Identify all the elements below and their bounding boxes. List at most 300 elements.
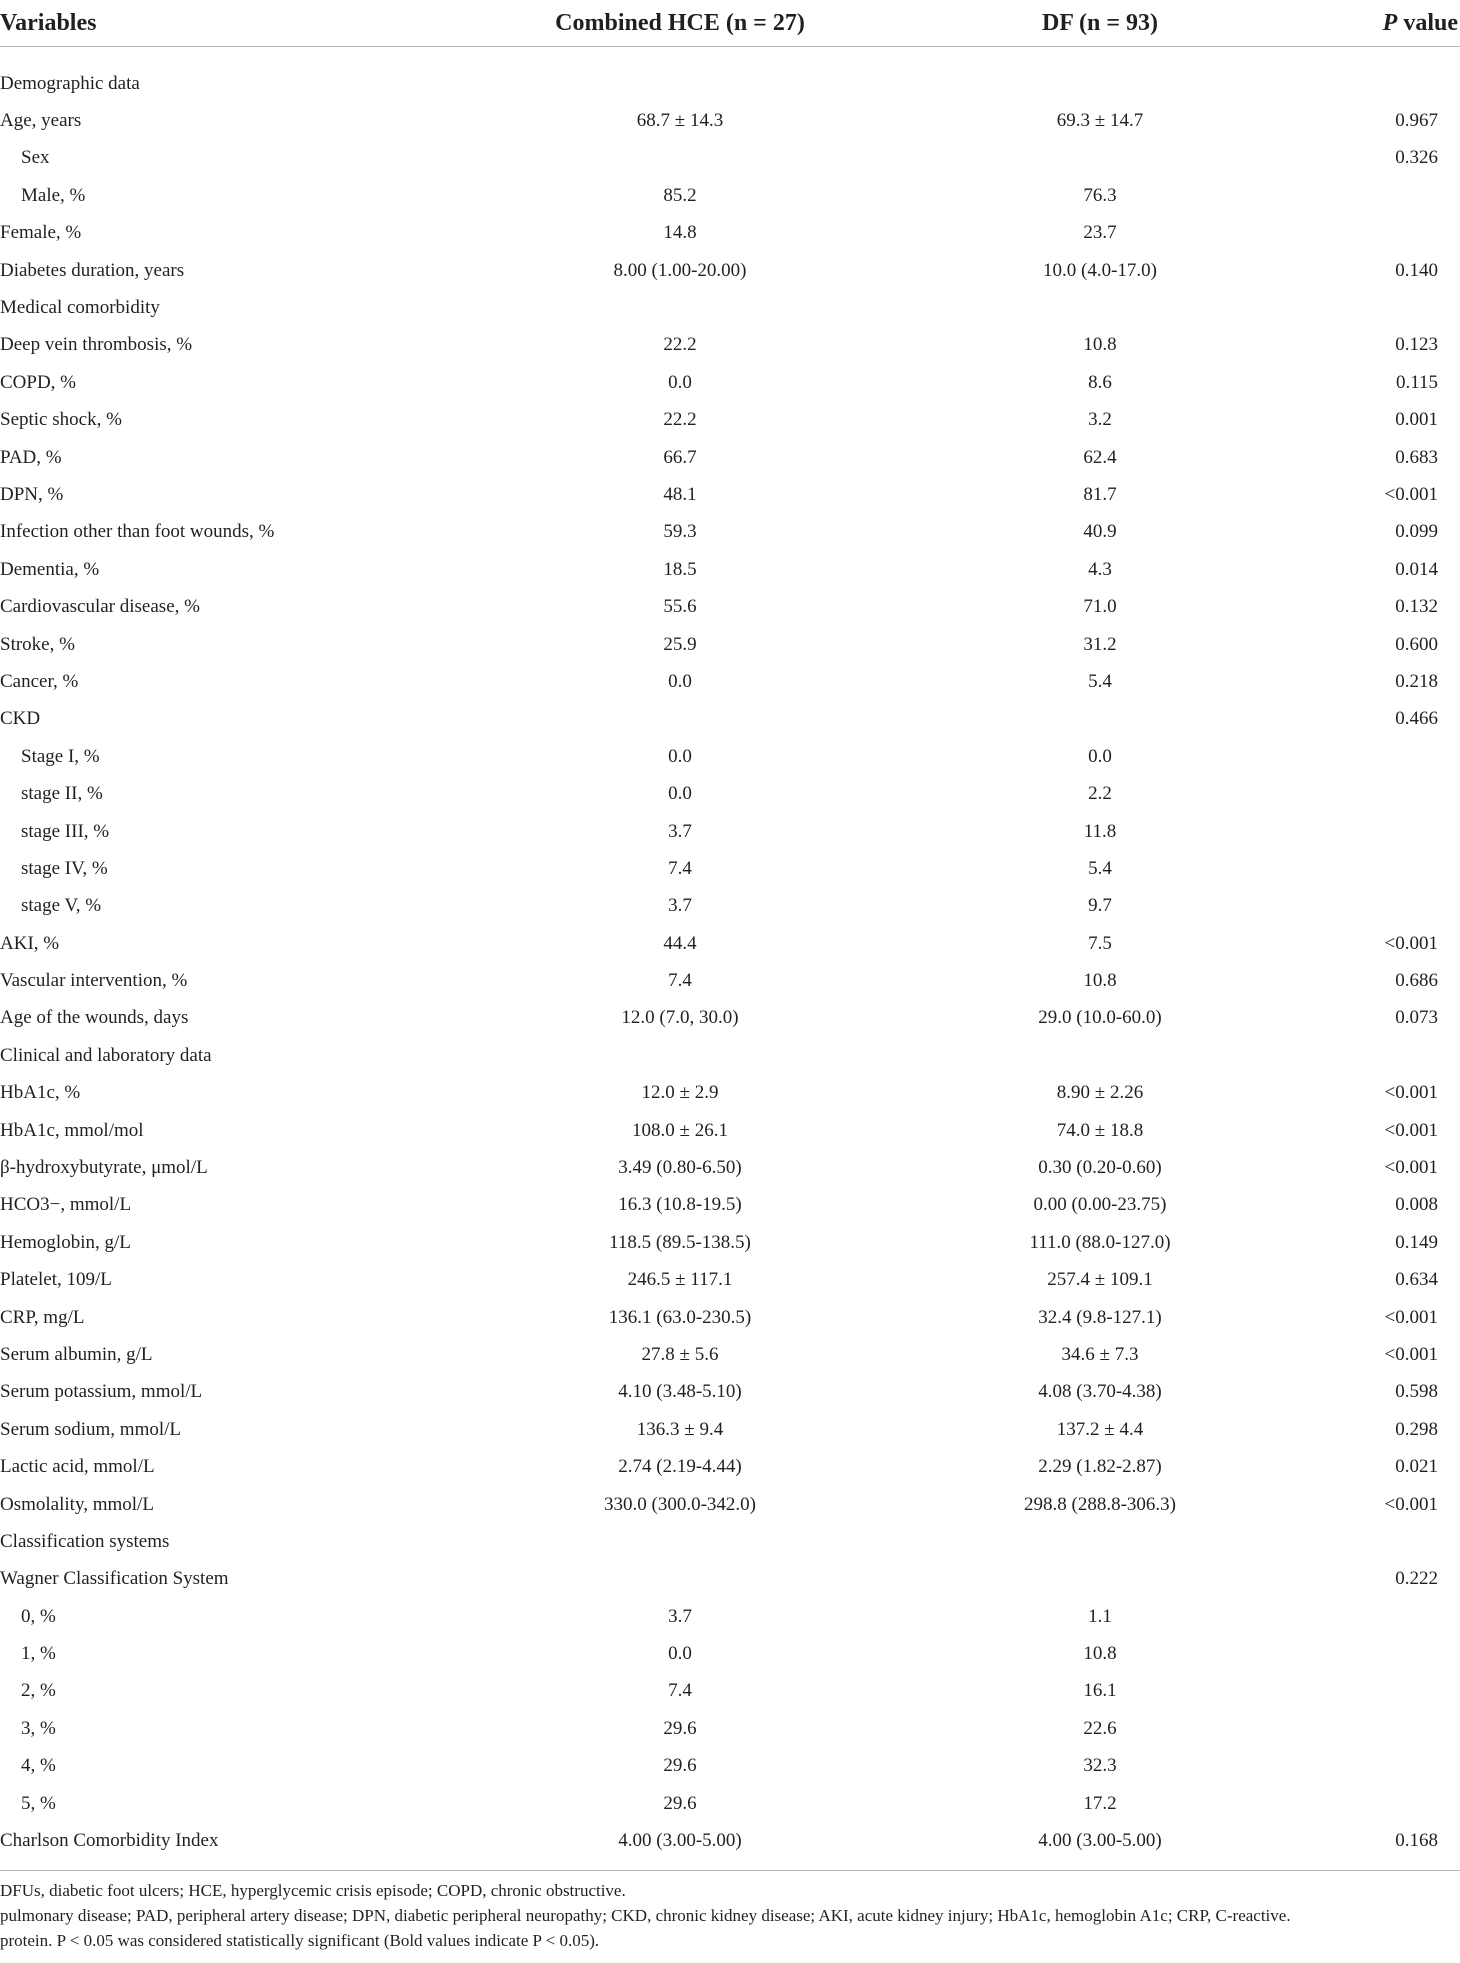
cell-df-text: 31.2 <box>1083 633 1117 655</box>
cell-p-value-text: 0.967 <box>1395 110 1438 132</box>
cell-combined-hce-text: 14.8 <box>663 222 697 244</box>
cell-df-text: 17.2 <box>1083 1792 1117 1814</box>
row-label-text: 0, % <box>21 1605 56 1627</box>
header-p-value <box>1310 0 1460 47</box>
cell-combined-hce-text: 18.5 <box>663 558 697 580</box>
cell-df <box>890 1149 1310 1186</box>
row-label-text: Sex <box>21 147 50 169</box>
cell-p-value <box>1310 701 1460 738</box>
cell-combined-hce <box>470 102 890 139</box>
cell-p-value <box>1310 850 1460 887</box>
cell-p-value <box>1310 1673 1460 1710</box>
cell-df-text: 10.0 (4.0-17.0) <box>1043 259 1157 281</box>
cell-p-value <box>1310 327 1460 364</box>
table-row <box>0 1336 1460 1373</box>
cell-p-value-text: 0.598 <box>1395 1381 1438 1403</box>
cell-df-text: 29.0 (10.0-60.0) <box>1038 1007 1162 1029</box>
cell-combined-hce-text: 68.7 ± 14.3 <box>636 110 724 132</box>
cell-combined-hce-text: 22.2 <box>663 409 697 431</box>
cell-df-text: 3.2 <box>1088 409 1112 431</box>
cell-combined-hce <box>470 701 890 738</box>
cell-df-text: 32.3 <box>1083 1755 1117 1777</box>
row-label-text: stage V, % <box>21 895 102 917</box>
cell-p-value <box>1310 663 1460 700</box>
row-label-text: Demographic data <box>0 72 140 94</box>
cell-p-value <box>1310 962 1460 999</box>
table-row <box>0 476 1460 513</box>
table-row <box>0 888 1460 925</box>
cell-combined-hce <box>470 1673 890 1710</box>
cell-combined-hce <box>470 402 890 439</box>
row-label <box>0 514 470 551</box>
row-label-text: HbA1c, mmol/mol <box>0 1119 144 1141</box>
cell-df-text: 111.0 (88.0-127.0) <box>1029 1231 1171 1253</box>
cell-df-text: 4.3 <box>1088 558 1112 580</box>
cell-df-text: 10.8 <box>1083 334 1117 356</box>
cell-combined-hce-text: 0.0 <box>668 371 692 393</box>
cell-combined-hce <box>470 813 890 850</box>
cell-p-value-text: 0.683 <box>1395 446 1438 468</box>
cell-p-value <box>1310 1112 1460 1149</box>
row-label <box>0 888 470 925</box>
cell-p-value <box>1310 1299 1460 1336</box>
row-label <box>0 850 470 887</box>
cell-combined-hce <box>470 1561 890 1598</box>
cell-df <box>890 1037 1310 1074</box>
row-label-text: stage III, % <box>21 820 110 842</box>
row-label <box>0 1561 470 1598</box>
cell-df-text: 10.8 <box>1083 970 1117 992</box>
header-combined-hce: Combined HCE (n = 27) <box>470 0 890 47</box>
table-row <box>0 1822 1460 1870</box>
table-row <box>0 663 1460 700</box>
row-label <box>0 962 470 999</box>
row-label-text: 4, % <box>21 1755 56 1777</box>
cell-combined-hce-text: 3.7 <box>668 820 692 842</box>
row-label <box>0 1112 470 1149</box>
row-label-text: Charlson Comorbidity Index <box>0 1830 219 1852</box>
row-label <box>0 1037 470 1074</box>
cell-p-value <box>1310 626 1460 663</box>
table-row <box>0 551 1460 588</box>
table-row <box>0 252 1460 289</box>
table-row <box>0 1598 1460 1635</box>
cell-df-text: 0.0 <box>1088 745 1112 767</box>
cell-p-value <box>1310 364 1460 401</box>
cell-combined-hce <box>470 364 890 401</box>
cell-p-value <box>1310 1448 1460 1485</box>
cell-p-value <box>1310 1710 1460 1747</box>
cell-combined-hce <box>470 1448 890 1485</box>
cell-combined-hce <box>470 775 890 812</box>
cell-combined-hce-text: 55.6 <box>663 596 697 618</box>
cell-df <box>890 177 1310 214</box>
cell-combined-hce <box>470 588 890 625</box>
cell-p-value-text: <0.001 <box>1384 1493 1438 1515</box>
cell-p-value-text: 0.008 <box>1395 1194 1438 1216</box>
cell-combined-hce <box>470 1710 890 1747</box>
row-label <box>0 177 470 214</box>
cell-combined-hce-text: 3.7 <box>668 895 692 917</box>
cell-combined-hce-text: 29.6 <box>663 1717 697 1739</box>
cell-p-value-text: <0.001 <box>1384 1306 1438 1328</box>
cell-df <box>890 1112 1310 1149</box>
cell-df-text: 7.5 <box>1088 932 1112 954</box>
cell-p-value <box>1310 289 1460 326</box>
cell-df-text: 81.7 <box>1083 483 1117 505</box>
cell-combined-hce <box>470 1112 890 1149</box>
cell-df <box>890 588 1310 625</box>
cell-df <box>890 738 1310 775</box>
cell-combined-hce <box>470 289 890 326</box>
row-label <box>0 775 470 812</box>
row-label <box>0 289 470 326</box>
row-label <box>0 1710 470 1747</box>
cell-combined-hce-text: 108.0 ± 26.1 <box>632 1119 728 1141</box>
cell-df-text: 137.2 ± 4.4 <box>1056 1418 1144 1440</box>
cell-df <box>890 1262 1310 1299</box>
row-label <box>0 252 470 289</box>
cell-p-value-text: 0.686 <box>1395 970 1438 992</box>
row-label <box>0 1075 470 1112</box>
cell-combined-hce-text: 330.0 (300.0-342.0) <box>604 1493 756 1515</box>
cell-combined-hce-text: 85.2 <box>663 184 697 206</box>
cell-p-value <box>1310 514 1460 551</box>
cell-p-value-text: <0.001 <box>1384 1082 1438 1104</box>
row-label <box>0 1224 470 1261</box>
cell-combined-hce-text: 4.00 (3.00-5.00) <box>618 1830 742 1852</box>
table-row <box>0 364 1460 401</box>
cell-df <box>890 289 1310 326</box>
row-label-text: Clinical and laboratory data <box>0 1044 212 1066</box>
cell-df <box>890 1710 1310 1747</box>
cell-combined-hce <box>470 1336 890 1373</box>
cell-df <box>890 252 1310 289</box>
cell-df <box>890 1635 1310 1672</box>
cell-combined-hce-text: 25.9 <box>663 633 697 655</box>
table-row <box>0 1037 1460 1074</box>
row-label <box>0 1673 470 1710</box>
cell-df <box>890 1561 1310 1598</box>
cell-combined-hce-text: 29.6 <box>663 1792 697 1814</box>
cell-df <box>890 925 1310 962</box>
table-row <box>0 140 1460 177</box>
cell-combined-hce-text: 118.5 (89.5-138.5) <box>609 1231 751 1253</box>
cell-p-value <box>1310 102 1460 139</box>
cell-combined-hce <box>470 1187 890 1224</box>
row-label <box>0 1598 470 1635</box>
row-label-text: β-hydroxybutyrate, μmol/L <box>0 1157 208 1179</box>
table-row <box>0 813 1460 850</box>
cell-p-value-text: 0.115 <box>1395 371 1438 393</box>
cell-p-value <box>1310 738 1460 775</box>
cell-p-value <box>1310 1224 1460 1261</box>
table-row <box>0 1448 1460 1485</box>
cell-combined-hce-text: 7.4 <box>668 857 692 879</box>
cell-combined-hce-text: 246.5 ± 117.1 <box>627 1269 733 1291</box>
cell-combined-hce-text: 0.0 <box>668 745 692 767</box>
cell-df <box>890 1000 1310 1037</box>
row-label <box>0 215 470 252</box>
cell-p-value-text: 0.014 <box>1395 558 1438 580</box>
row-label <box>0 439 470 476</box>
cell-combined-hce <box>470 962 890 999</box>
row-label-text: HbA1c, % <box>0 1082 81 1104</box>
cell-combined-hce <box>470 1822 890 1870</box>
table-row <box>0 1635 1460 1672</box>
row-label-text: 2, % <box>21 1680 56 1702</box>
cell-df <box>890 327 1310 364</box>
cell-p-value-text: 0.149 <box>1395 1231 1438 1253</box>
cell-df <box>890 1075 1310 1112</box>
cell-combined-hce <box>470 888 890 925</box>
row-label-text: Serum albumin, g/L <box>0 1343 153 1365</box>
table-row <box>0 1112 1460 1149</box>
row-label <box>0 327 470 364</box>
cell-combined-hce <box>470 1486 890 1523</box>
cell-combined-hce <box>470 514 890 551</box>
cell-df <box>890 402 1310 439</box>
cell-p-value <box>1310 1262 1460 1299</box>
cell-p-value-text: <0.001 <box>1384 483 1438 505</box>
row-label <box>0 1822 470 1870</box>
cell-combined-hce-text: 136.1 (63.0-230.5) <box>608 1306 752 1328</box>
cell-p-value <box>1310 1187 1460 1224</box>
cell-combined-hce <box>470 1075 890 1112</box>
cell-p-value <box>1310 1523 1460 1560</box>
cell-combined-hce <box>470 626 890 663</box>
cell-p-value <box>1310 1561 1460 1598</box>
row-label-text: Lactic acid, mmol/L <box>0 1456 155 1478</box>
table-row <box>0 514 1460 551</box>
cell-df-text: 257.4 ± 109.1 <box>1047 1269 1153 1291</box>
cell-combined-hce-text: 7.4 <box>668 970 692 992</box>
row-label-text: Cancer, % <box>0 670 79 692</box>
cell-df-text: 5.4 <box>1088 857 1112 879</box>
footnote-line-2: pulmonary disease; PAD, peripheral artery disease; DPN, diabetic peripheral neuropathy; CKD, chronic kidney disease; AKI, acute kidney injury; HbA1c, hemoglobin A1c; CRP, C-reactive. <box>0 1906 1291 1925</box>
table-row <box>0 850 1460 887</box>
cell-df <box>890 102 1310 139</box>
cell-p-value-text: 0.634 <box>1395 1269 1438 1291</box>
row-label-text: HCO3−, mmol/L <box>0 1194 132 1216</box>
cell-p-value <box>1310 1486 1460 1523</box>
cell-df-text: 0.30 (0.20-0.60) <box>1038 1157 1162 1179</box>
cell-p-value-text: 0.326 <box>1395 147 1438 169</box>
table-footnote <box>0 1878 1460 1953</box>
row-label <box>0 1448 470 1485</box>
row-label-text: Septic shock, % <box>0 409 122 431</box>
cell-df <box>890 1598 1310 1635</box>
table-row <box>0 1075 1460 1112</box>
cell-p-value-text: 0.132 <box>1395 596 1438 618</box>
row-label <box>0 476 470 513</box>
cell-p-value-text: <0.001 <box>1384 1157 1438 1179</box>
row-label <box>0 47 470 103</box>
cell-p-value-text: 0.168 <box>1395 1830 1438 1852</box>
row-label <box>0 1299 470 1336</box>
row-label <box>0 140 470 177</box>
cell-p-value-text: 0.222 <box>1395 1568 1438 1590</box>
row-label <box>0 925 470 962</box>
cell-df-text: 76.3 <box>1083 184 1117 206</box>
table-row <box>0 1411 1460 1448</box>
row-label-text: Deep vein thrombosis, % <box>0 334 193 356</box>
row-label <box>0 738 470 775</box>
row-label <box>0 1187 470 1224</box>
cell-p-value <box>1310 177 1460 214</box>
cell-p-value-text: 0.298 <box>1395 1418 1438 1440</box>
table-row <box>0 738 1460 775</box>
row-label-text: Serum sodium, mmol/L <box>0 1418 182 1440</box>
row-label-text: Medical comorbidity <box>0 297 160 319</box>
row-label-text: Female, % <box>0 222 82 244</box>
cell-df-text: 34.6 ± 7.3 <box>1061 1343 1139 1365</box>
header-p-letter: P <box>1382 9 1398 36</box>
footnote-line-3: protein. P < 0.05 was considered statistically significant (Bold values indicate P < 0.05). <box>0 1931 600 1950</box>
cell-df <box>890 1486 1310 1523</box>
cell-p-value <box>1310 925 1460 962</box>
cell-df <box>890 1523 1310 1560</box>
cell-p-value-text: <0.001 <box>1384 1119 1438 1141</box>
cell-p-value <box>1310 439 1460 476</box>
row-label-text: Wagner Classification System <box>0 1568 229 1590</box>
cell-df <box>890 1748 1310 1785</box>
table-row <box>0 775 1460 812</box>
cell-p-value <box>1310 1075 1460 1112</box>
footnote-line-1: DFUs, diabetic foot ulcers; HCE, hyperglycemic crisis episode; COPD, chronic obstructive. <box>0 1881 626 1900</box>
table-row <box>0 402 1460 439</box>
cell-combined-hce-text: 0.0 <box>668 670 692 692</box>
row-label-text: Classification systems <box>0 1530 170 1552</box>
cell-df-text: 62.4 <box>1083 446 1117 468</box>
cell-df <box>890 813 1310 850</box>
cell-p-value-text: 0.123 <box>1395 334 1438 356</box>
row-label <box>0 1486 470 1523</box>
cell-p-value-text: <0.001 <box>1384 1343 1438 1365</box>
row-label-text: PAD, % <box>0 446 62 468</box>
cell-p-value <box>1310 1411 1460 1448</box>
cell-combined-hce <box>470 1262 890 1299</box>
table-row <box>0 102 1460 139</box>
table-body <box>0 47 1460 1871</box>
cell-combined-hce <box>470 1000 890 1037</box>
cell-df <box>890 701 1310 738</box>
row-label <box>0 364 470 401</box>
cell-p-value <box>1310 1598 1460 1635</box>
row-label <box>0 1149 470 1186</box>
row-label <box>0 551 470 588</box>
cell-p-value <box>1310 888 1460 925</box>
cell-df <box>890 1785 1310 1822</box>
header-p-rest: value <box>1397 9 1458 36</box>
row-label-text: Platelet, 109/L <box>0 1269 112 1291</box>
table-row <box>0 1673 1460 1710</box>
cell-df-text: 2.29 (1.82-2.87) <box>1038 1456 1162 1478</box>
cell-combined-hce-text: 48.1 <box>663 483 697 505</box>
cell-p-value <box>1310 1785 1460 1822</box>
row-label <box>0 1000 470 1037</box>
cell-p-value-text: 0.600 <box>1395 633 1438 655</box>
table-row <box>0 47 1460 103</box>
cell-df-text: 22.6 <box>1083 1717 1117 1739</box>
header-row <box>0 0 1460 47</box>
table-row <box>0 962 1460 999</box>
cell-combined-hce <box>470 252 890 289</box>
row-label-text: Vascular intervention, % <box>0 970 188 992</box>
cell-combined-hce-text: 27.8 ± 5.6 <box>641 1343 719 1365</box>
cell-df-text: 71.0 <box>1083 596 1117 618</box>
cell-df-text: 74.0 ± 18.8 <box>1056 1119 1144 1141</box>
header-df: DF (n = 93) <box>890 0 1310 47</box>
cell-p-value <box>1310 588 1460 625</box>
cell-combined-hce-text: 7.4 <box>668 1680 692 1702</box>
row-label-text: Age, years <box>0 110 82 132</box>
table-row <box>0 1187 1460 1224</box>
cell-combined-hce <box>470 663 890 700</box>
cell-p-value <box>1310 476 1460 513</box>
cell-combined-hce-text: 3.7 <box>668 1605 692 1627</box>
table-row <box>0 439 1460 476</box>
cell-p-value <box>1310 551 1460 588</box>
row-label <box>0 1374 470 1411</box>
table-row <box>0 1561 1460 1598</box>
cell-df <box>890 663 1310 700</box>
cell-df <box>890 1336 1310 1373</box>
cell-df-text: 11.8 <box>1083 820 1117 842</box>
cell-combined-hce <box>470 439 890 476</box>
table-row <box>0 588 1460 625</box>
cell-combined-hce-text: 3.49 (0.80-6.50) <box>618 1157 742 1179</box>
cell-combined-hce <box>470 327 890 364</box>
cell-df-text: 4.00 (3.00-5.00) <box>1038 1830 1162 1852</box>
cell-df <box>890 364 1310 401</box>
cell-df-text: 8.90 ± 2.26 <box>1056 1082 1144 1104</box>
cell-df <box>890 1448 1310 1485</box>
cell-combined-hce <box>470 1635 890 1672</box>
cell-p-value <box>1310 402 1460 439</box>
cell-combined-hce <box>470 1411 890 1448</box>
cell-combined-hce-text: 8.00 (1.00-20.00) <box>613 259 747 281</box>
cell-df-text: 69.3 ± 14.7 <box>1056 110 1144 132</box>
row-label-text: Stage I, % <box>21 745 100 767</box>
row-label-text: CKD <box>0 708 41 730</box>
cell-df-text: 0.00 (0.00-23.75) <box>1033 1194 1167 1216</box>
cell-combined-hce <box>470 1785 890 1822</box>
cell-df <box>890 514 1310 551</box>
table-row <box>0 1000 1460 1037</box>
table-row <box>0 1486 1460 1523</box>
cell-p-value <box>1310 252 1460 289</box>
cell-df-text: 2.2 <box>1088 783 1112 805</box>
cell-combined-hce-text: 0.0 <box>668 1643 692 1665</box>
cell-df-text: 16.1 <box>1083 1680 1117 1702</box>
cell-p-value <box>1310 1635 1460 1672</box>
cell-p-value <box>1310 1037 1460 1074</box>
table-row <box>0 1299 1460 1336</box>
cell-df-text: 9.7 <box>1088 895 1112 917</box>
row-label <box>0 102 470 139</box>
row-label <box>0 588 470 625</box>
cell-df <box>890 140 1310 177</box>
cell-p-value <box>1310 215 1460 252</box>
row-label-text: Infection other than foot wounds, % <box>0 521 275 543</box>
cell-p-value <box>1310 47 1460 103</box>
row-label <box>0 663 470 700</box>
table-row <box>0 1224 1460 1261</box>
cell-combined-hce-text: 44.4 <box>663 932 697 954</box>
cell-df <box>890 476 1310 513</box>
row-label <box>0 626 470 663</box>
